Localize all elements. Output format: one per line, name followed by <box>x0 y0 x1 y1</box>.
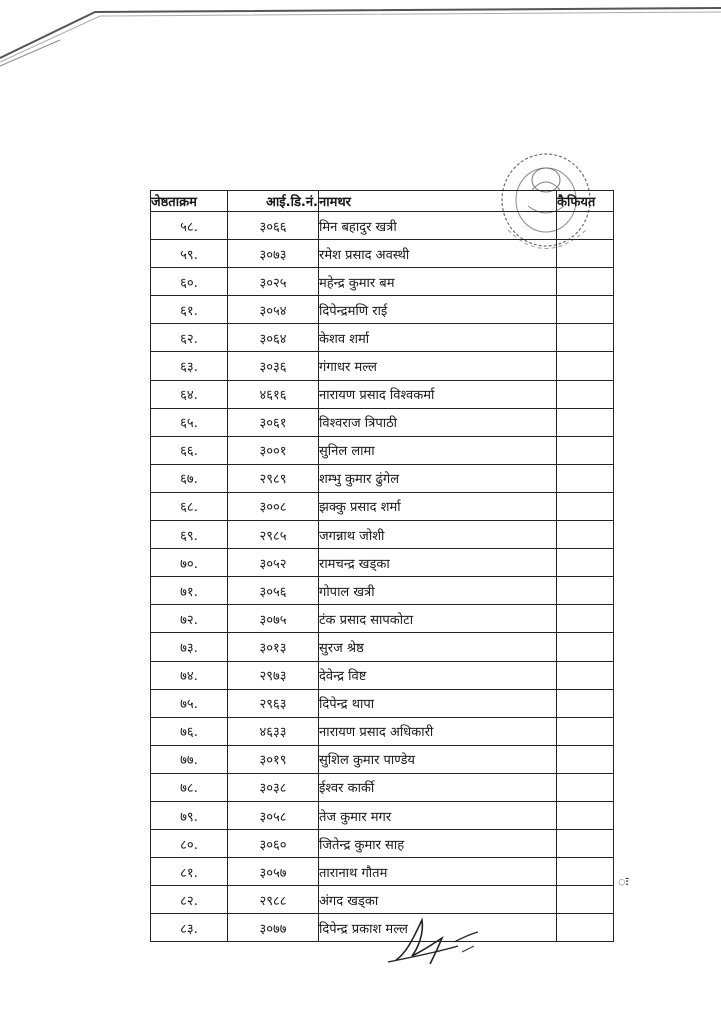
table-row <box>151 268 614 296</box>
cell-seniority: ६३. <box>151 352 228 380</box>
scan-edge-artifact <box>0 0 721 80</box>
cell-remarks <box>557 858 614 886</box>
table-row <box>151 492 614 520</box>
cell-seniority: ७४. <box>151 661 228 689</box>
cell-name: गंगाधर मल्ल <box>319 352 557 380</box>
cell-name: जगन्नाथ जोशी <box>319 521 557 549</box>
table-row <box>151 605 614 633</box>
cell-name: दिपेन्द्र प्रकाश मल्ल <box>319 914 557 942</box>
cell-name: सुरज श्रेष्ठ <box>319 633 557 661</box>
cell-name: ईश्वर कार्की <box>319 773 557 801</box>
cell-seniority: ८०. <box>151 830 228 858</box>
cell-seniority: ७५. <box>151 689 228 717</box>
cell-remarks <box>557 661 614 689</box>
cell-id-number: ४६१६ <box>228 380 319 408</box>
cell-remarks <box>557 689 614 717</box>
table-row <box>151 521 614 549</box>
cell-seniority: ६६. <box>151 436 228 464</box>
table-row <box>151 408 614 436</box>
cell-id-number: ३००८ <box>228 492 319 520</box>
cell-id-number: ३०३८ <box>228 773 319 801</box>
cell-name: रमेश प्रसाद अवस्थी <box>319 240 557 268</box>
cell-name: टंक प्रसाद सापकोटा <box>319 605 557 633</box>
table-row <box>151 212 614 240</box>
table-header-row <box>151 191 614 212</box>
table-row <box>151 464 614 492</box>
cell-remarks <box>557 352 614 380</box>
cell-id-number: ३०१३ <box>228 633 319 661</box>
cell-remarks <box>557 886 614 914</box>
cell-id-number: ३०१९ <box>228 745 319 773</box>
table-row <box>151 801 614 829</box>
cell-remarks <box>557 633 614 661</box>
cell-name: सुशिल कुमार पाण्डेय <box>319 745 557 773</box>
cell-remarks <box>557 914 614 942</box>
cell-id-number: ३०७७ <box>228 914 319 942</box>
cell-seniority: ७२. <box>151 605 228 633</box>
table-row <box>151 296 614 324</box>
table-row <box>151 661 614 689</box>
cell-name: नारायण प्रसाद विश्वकर्मा <box>319 380 557 408</box>
table-row <box>151 633 614 661</box>
cell-seniority: ८१. <box>151 858 228 886</box>
cell-name: सुनिल लामा <box>319 436 557 464</box>
cell-name: जितेन्द्र कुमार साह <box>319 830 557 858</box>
cell-seniority: ६८. <box>151 492 228 520</box>
cell-seniority: ६५. <box>151 408 228 436</box>
cell-seniority: ६१. <box>151 296 228 324</box>
cell-remarks <box>557 240 614 268</box>
cell-seniority: ७३. <box>151 633 228 661</box>
cell-name: झक्कु प्रसाद शर्मा <box>319 492 557 520</box>
table-row <box>151 745 614 773</box>
cell-remarks <box>557 521 614 549</box>
cell-id-number: ३०५४ <box>228 296 319 324</box>
cell-remarks <box>557 830 614 858</box>
cell-remarks <box>557 268 614 296</box>
cell-seniority: ७७. <box>151 745 228 773</box>
margin-mark: ः <box>618 875 629 890</box>
header-seniority: जेष्ठताक्रम <box>151 191 228 212</box>
table-row <box>151 352 614 380</box>
table-row <box>151 689 614 717</box>
header-id-number: आई.डि.नं. <box>228 191 319 212</box>
cell-remarks <box>557 436 614 464</box>
cell-remarks <box>557 380 614 408</box>
cell-remarks <box>557 296 614 324</box>
seniority-table <box>150 190 614 942</box>
cell-seniority: ७०. <box>151 549 228 577</box>
table-row <box>151 830 614 858</box>
cell-name: नारायण प्रसाद अधिकारी <box>319 717 557 745</box>
cell-remarks <box>557 549 614 577</box>
cell-id-number: ३०६६ <box>228 212 319 240</box>
table-row <box>151 577 614 605</box>
cell-id-number: ३०६० <box>228 830 319 858</box>
header-name: नामथर <box>319 191 557 212</box>
cell-name: शम्भु कुमार ढुंगेल <box>319 464 557 492</box>
cell-id-number: ३०३६ <box>228 352 319 380</box>
cell-seniority: ६०. <box>151 268 228 296</box>
cell-seniority: ७८. <box>151 773 228 801</box>
cell-remarks <box>557 464 614 492</box>
table-row <box>151 324 614 352</box>
cell-id-number: २९६३ <box>228 689 319 717</box>
table-row <box>151 858 614 886</box>
cell-name: तारानाथ गौतम <box>319 858 557 886</box>
cell-remarks <box>557 605 614 633</box>
cell-id-number: ३०७३ <box>228 240 319 268</box>
table-row <box>151 240 614 268</box>
cell-id-number: ३०२५ <box>228 268 319 296</box>
cell-id-number: ३०६१ <box>228 408 319 436</box>
cell-name: विश्वराज त्रिपाठी <box>319 408 557 436</box>
cell-seniority: ८२. <box>151 886 228 914</box>
cell-seniority: ५९. <box>151 240 228 268</box>
header-remarks: कैफियत <box>557 191 614 212</box>
cell-id-number: ३०५७ <box>228 858 319 886</box>
cell-remarks <box>557 212 614 240</box>
cell-seniority: ८३. <box>151 914 228 942</box>
cell-remarks <box>557 801 614 829</box>
cell-seniority: ५८. <box>151 212 228 240</box>
cell-id-number: ३००१ <box>228 436 319 464</box>
cell-id-number: ३०५२ <box>228 549 319 577</box>
cell-seniority: ६९. <box>151 521 228 549</box>
table-row <box>151 549 614 577</box>
cell-remarks <box>557 324 614 352</box>
cell-seniority: ६२. <box>151 324 228 352</box>
table-row <box>151 436 614 464</box>
cell-id-number: २९८५ <box>228 521 319 549</box>
cell-name: केशव शर्मा <box>319 324 557 352</box>
cell-id-number: ४६३३ <box>228 717 319 745</box>
cell-id-number: २९८९ <box>228 464 319 492</box>
table-row <box>151 380 614 408</box>
cell-remarks <box>557 577 614 605</box>
cell-id-number: २९७३ <box>228 661 319 689</box>
cell-remarks <box>557 717 614 745</box>
cell-seniority: ७६. <box>151 717 228 745</box>
cell-remarks <box>557 773 614 801</box>
cell-remarks <box>557 408 614 436</box>
cell-id-number: ३०७५ <box>228 605 319 633</box>
cell-name: दिपेन्द्र थापा <box>319 689 557 717</box>
cell-seniority: ६७. <box>151 464 228 492</box>
cell-remarks <box>557 745 614 773</box>
cell-seniority: ७९. <box>151 801 228 829</box>
table-row <box>151 886 614 914</box>
cell-name: महेन्द्र कुमार बम <box>319 268 557 296</box>
cell-name: देवेन्द्र विष्ट <box>319 661 557 689</box>
cell-name: गोपाल खत्री <box>319 577 557 605</box>
table-row <box>151 717 614 745</box>
cell-seniority: ७१. <box>151 577 228 605</box>
cell-name: रामचन्द्र खड्का <box>319 549 557 577</box>
cell-id-number: ३०६४ <box>228 324 319 352</box>
cell-name: अंगद खड्का <box>319 886 557 914</box>
cell-name: दिपेन्द्रमणि राई <box>319 296 557 324</box>
cell-name: तेज कुमार मगर <box>319 801 557 829</box>
table-row <box>151 773 614 801</box>
cell-remarks <box>557 492 614 520</box>
cell-name: मिन बहादुर खत्री <box>319 212 557 240</box>
handwritten-signature <box>378 912 498 972</box>
cell-seniority: ६४. <box>151 380 228 408</box>
cell-id-number: ३०५८ <box>228 801 319 829</box>
cell-id-number: ३०५६ <box>228 577 319 605</box>
cell-id-number: २९८८ <box>228 886 319 914</box>
